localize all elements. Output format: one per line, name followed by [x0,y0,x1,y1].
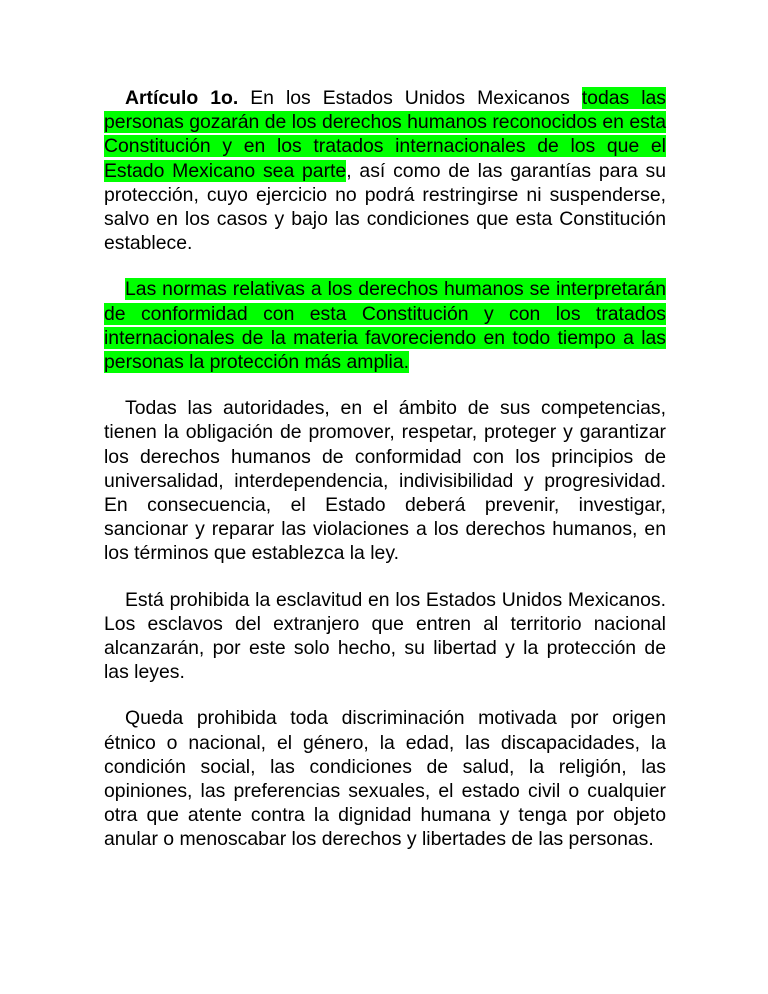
paragraph-articulo-1 [104,86,666,255]
highlighted-text: todas las personas gozarán de los derechos humanos reconocidos en esta Constitución y en los tratados internacionales de los que el Estado Mexicano sea parte [104,87,666,182]
text-segment: Queda prohibida toda discriminación motivada por origen étnico o nacional, el género, la edad, las discapacidades, la condición social, las condiciones de salud, la religión, las opiniones, las preferencias sexuales, el estado civil o cualquier otra que atente contra la dignidad humana y tenga por objeto anular o menoscabar los derechos y libertades de las personas. [104,707,666,851]
paragraph-autoridades [104,396,666,565]
text-segment: En los Estados Unidos Mexicanos [238,87,582,109]
paragraph-normas [104,277,666,374]
text-segment: , así como de las garantías para su protección, cuyo ejercicio no podrá restringirse ni suspenderse, salvo en los casos y bajo las condiciones que esta Constitución establece. [104,159,667,255]
highlighted-text: Las normas relativas a los derechos humanos se interpretarán de conformidad con esta Constitución y con los tratados internacionales de la materia favoreciendo en todo tiempo a las personas la protección más amplia. [104,278,666,374]
paragraph-esclavitud [104,588,666,685]
document-body [104,86,666,874]
text-segment: Está prohibida la esclavitud en los Estados Unidos Mexicanos. Los esclavos del extranjero que entren al territorio nacional alcanzarán, por este solo hecho, su libertad y la protección de las leyes. [104,588,666,684]
article-heading: Artículo 1o. [125,87,239,109]
paragraph-discriminacion [104,706,666,851]
text-segment: Todas las autoridades, en el ámbito de sus competencias, tienen la obligación de promover, respetar, proteger y garantizar los derechos humanos de conformidad con los principios de universalidad, interdependencia, indivisibilidad y progresividad. En consecuencia, el Estado deberá prevenir, investigar, sancionar y reparar las violaciones a los derechos humanos, en los términos que establezca la ley. [104,397,666,565]
